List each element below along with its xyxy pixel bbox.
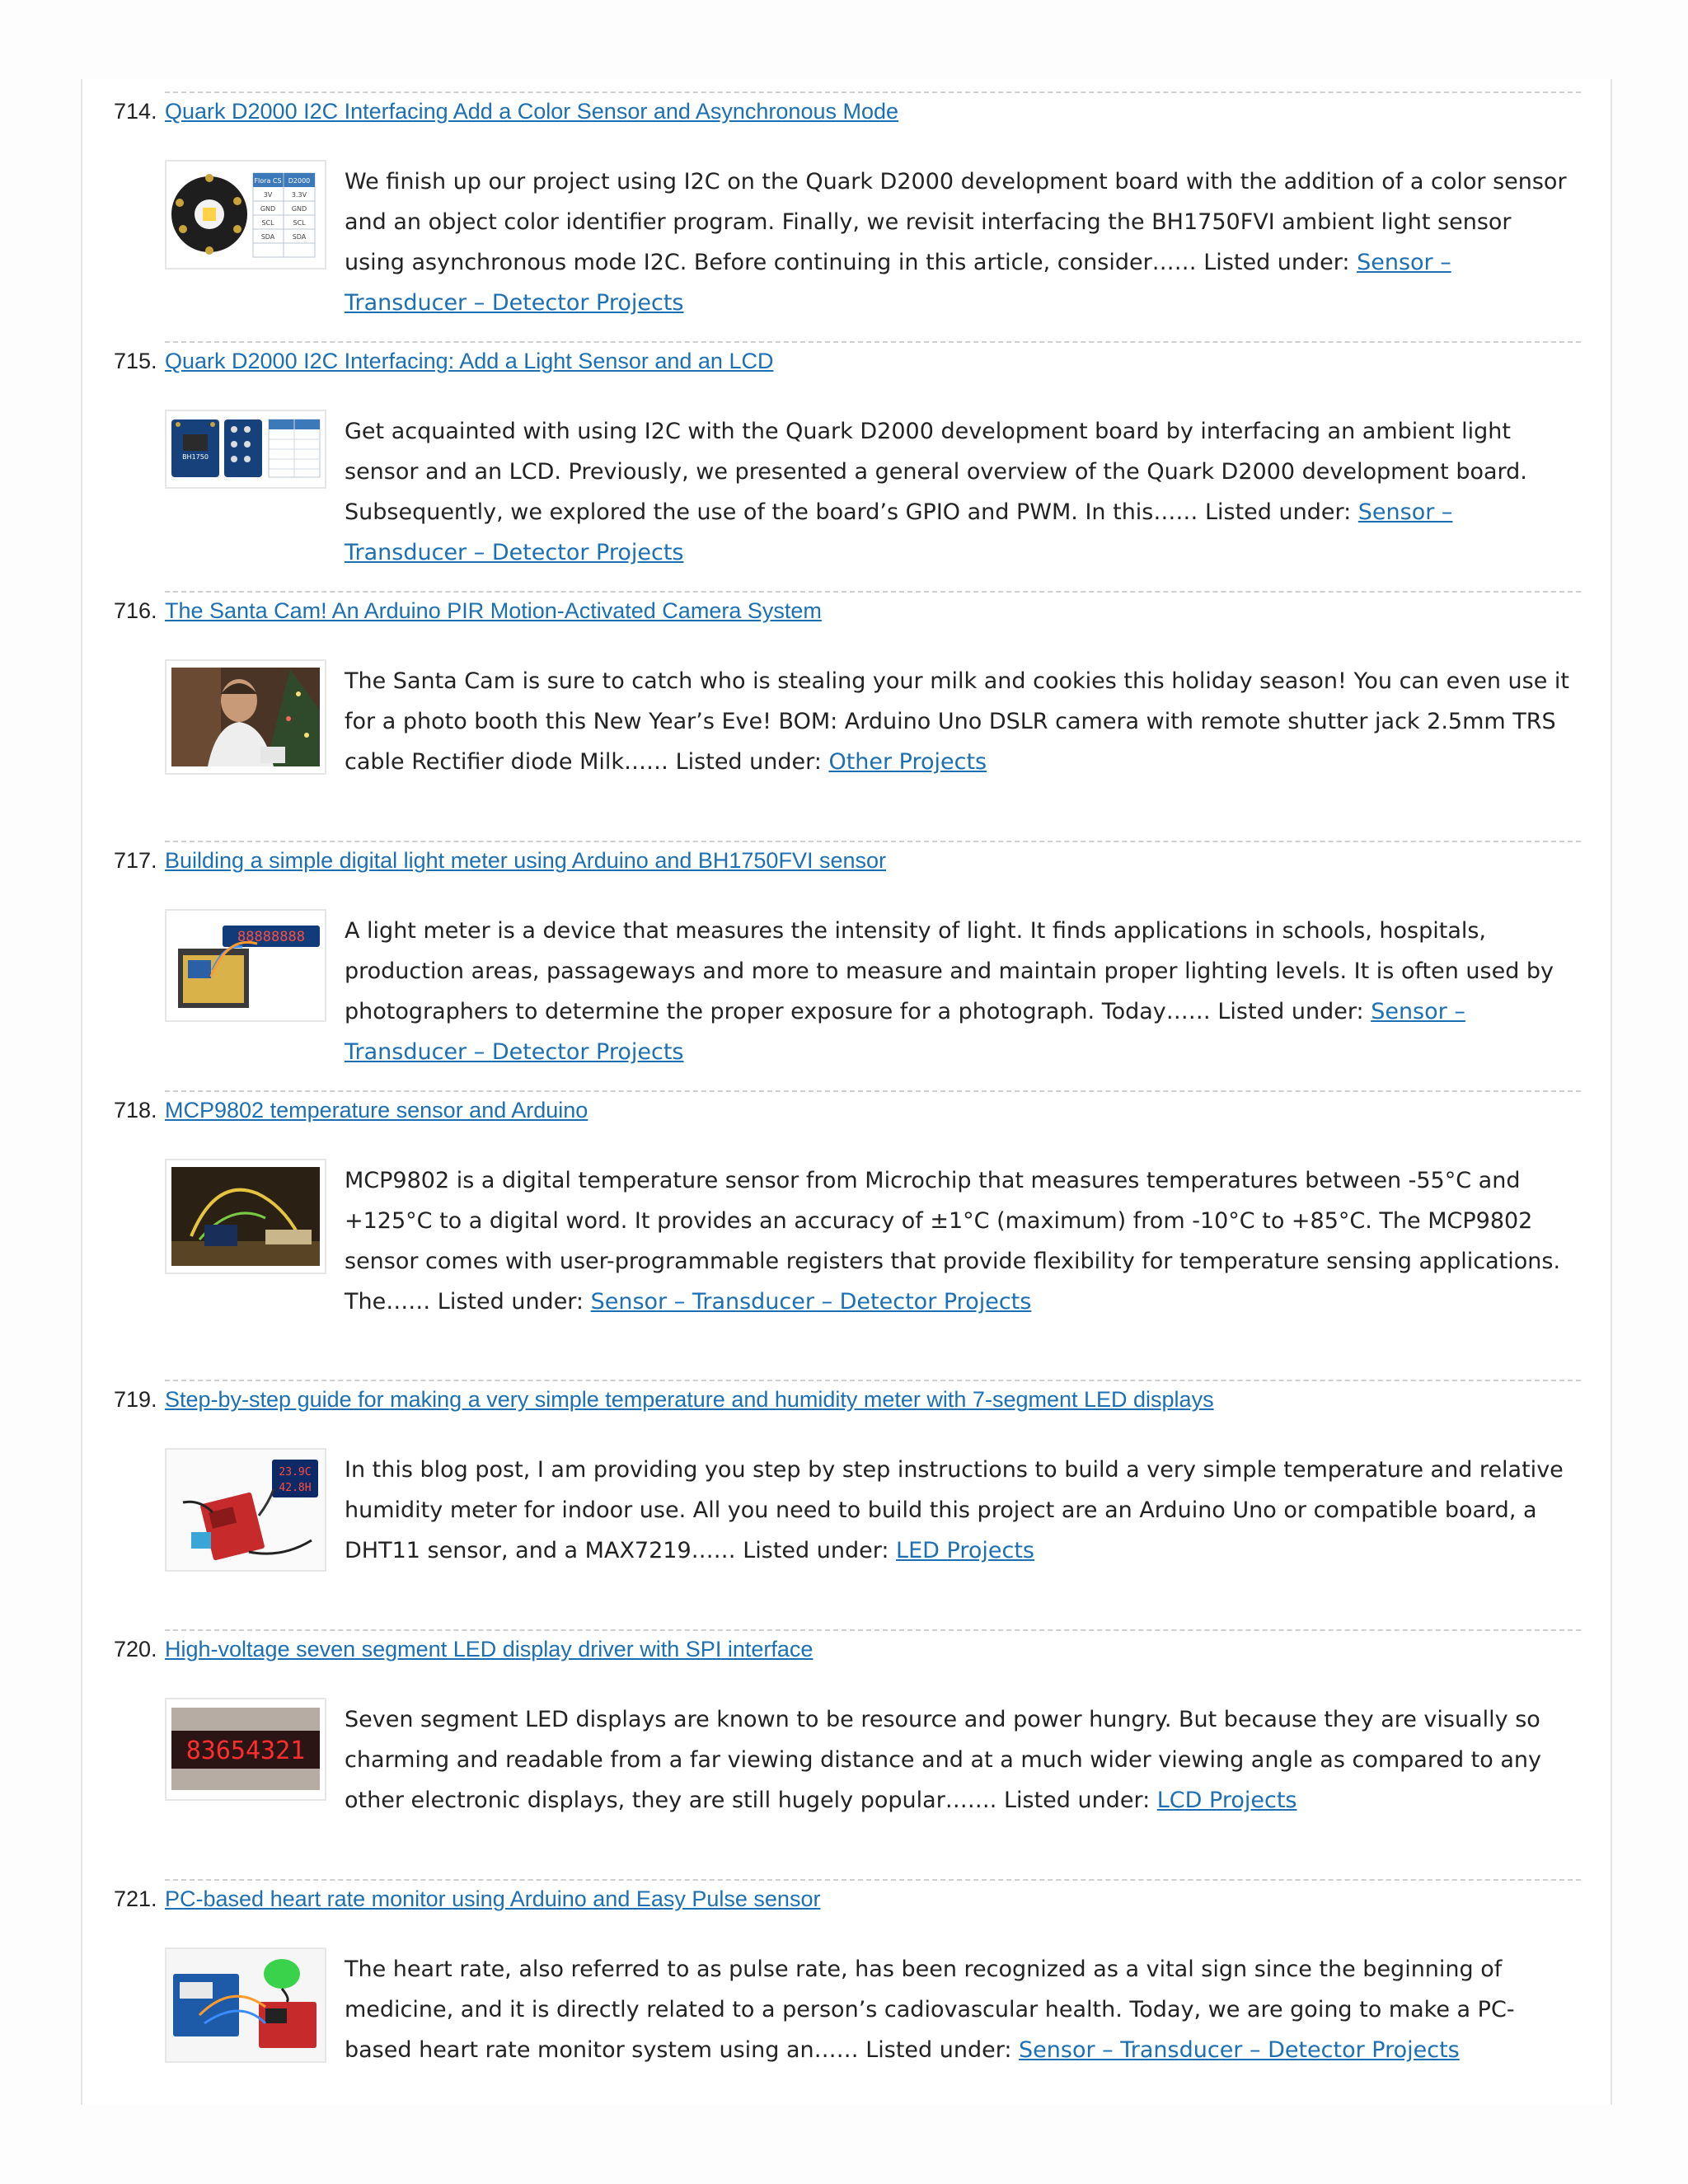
divider [165,1629,1581,1631]
humidity-meter-thumbnail [166,1450,325,1570]
temperature-sensor-photo-thumbnail [166,1160,325,1272]
project-title-link[interactable]: Quark D2000 I2C Interfacing: Add a Light Sensor and an LCD [165,349,774,373]
divider [165,1380,1581,1381]
divider [165,1090,1581,1092]
category-link[interactable]: Sensor – Transducer – Detector Projects [345,999,1465,1065]
list-item [82,1367,1611,1617]
project-title-link[interactable]: PC-based heart rate monitor using Arduino and Easy Pulse sensor [165,1886,821,1911]
svg-text:SCL: SCL [261,219,274,227]
category-link[interactable]: Sensor – Transducer – Detector Projects [590,1289,1032,1315]
svg-text:3V: 3V [263,191,273,199]
project-description [345,1450,1573,1571]
description-text: MCP9802 is a digital temperature sensor from Microchip that measures temperatures between -55°C and +125°C to a digital word. It provides an accuracy of ±1°C (maximum) from -10°C to +85°C. The MCP9802 sensor comes with user-programmable registers that provide flexibility for temperature sensing applications. The…… Listed under: [345,1168,1561,1315]
project-thumbnail[interactable] [165,410,326,489]
color-sensor-board-thumbnail [166,162,325,268]
project-title-link[interactable]: MCP9802 temperature sensor and Arduino [165,1098,588,1122]
description-text: A light meter is a device that measures the intensity of light. It finds applications in schools, hospitals, production areas, passageways and more to measure and maintain proper lighting levels. It is often used by photographers to determine the proper exposure for a photograph. Today…… Listed under: [345,918,1554,1024]
santa-cam-photo-thumbnail [166,661,325,773]
svg-text:SCL: SCL [293,219,306,227]
svg-text:BH1750: BH1750 [182,453,209,461]
divider [165,591,1581,593]
svg-text:GND: GND [260,205,276,213]
description-text: The heart rate, also referred to as pulse rate, has been recognized as a vital sign since the beginning of medicine, and it is directly related to a person’s cadiovascular health. Today, we are going to make a PC-based heart rate monitor system using an…… Listed under: [345,1957,1515,2063]
project-thumbnail[interactable] [165,1947,326,2063]
item-number: 716. [114,598,157,623]
divider [165,341,1581,343]
content-frame [81,79,1612,2105]
project-thumbnail[interactable] [165,659,326,775]
project-thumbnail[interactable] [165,1159,326,1274]
project-title-link[interactable]: The Santa Cam! An Arduino PIR Motion-Activated Camera System [165,598,822,623]
heart-rate-monitor-thumbnail [166,1949,325,2061]
list-item [82,1617,1611,1867]
list-item [82,828,1611,1078]
category-link[interactable]: LCD Projects [1156,1788,1297,1813]
svg-text:Flora CS: Flora CS [254,177,282,185]
category-link[interactable]: Sensor – Transducer – Detector Projects [345,499,1453,565]
project-description [345,1160,1573,1322]
category-link[interactable]: LED Projects [896,1538,1034,1563]
project-thumbnail[interactable] [165,1698,326,1801]
svg-text:3.3V: 3.3V [291,191,307,199]
item-number: 720. [114,1637,157,1661]
description-text: Get acquainted with using I2C with the Quark D2000 development board by interfacing an ambient light sensor and an LCD. Previously, we presented a general overview of the Quark D2000 development board. Subsequently, we explored the use of the board’s GPIO and PWM. In this…… Listed under: [345,419,1527,525]
list-item [82,329,1611,579]
project-title-link[interactable]: Step-by-step guide for making a very simple temperature and humidity meter with 7-segment LED displays [165,1387,1214,1412]
item-number: 721. [114,1886,157,1911]
project-title-link[interactable]: Quark D2000 I2C Interfacing Add a Color Sensor and Asynchronous Mode [165,99,899,124]
svg-text:GND: GND [291,205,307,213]
item-number: 718. [114,1098,157,1122]
category-link[interactable]: Sensor – Transducer – Detector Projects [1019,2037,1460,2063]
divider [165,841,1581,842]
description-text: We finish up our project using I2C on the Quark D2000 development board with the addition of a color sensor and an object color identifier program. Finally, we revisit interfacing the BH1750FVI ambient light sensor using asynchronous mode I2C. Before continuing in this article, consider…… Listed under: [345,169,1567,275]
light-sensor-module-thumbnail [166,411,325,487]
project-description [345,411,1573,573]
project-title-link[interactable]: Building a simple digital light meter using Arduino and BH1750FVI sensor [165,848,886,873]
project-description [345,911,1573,1072]
item-number: 717. [114,848,157,873]
project-description [345,1949,1573,2070]
list-item [82,79,1611,329]
category-link[interactable]: Other Projects [828,749,987,775]
description-text: Seven segment LED displays are known to be resource and power hungry. But because they are visually so charming and readable from a far viewing distance and at a much wider viewing angle as compared to any other electronic displays, they are still hugely popular……. Listed under: [345,1707,1542,1813]
project-description [345,162,1573,323]
project-title-link[interactable]: High-voltage seven segment LED display driver with SPI interface [165,1637,814,1661]
divider [165,1879,1581,1881]
list-item [82,1078,1611,1328]
item-number: 719. [114,1387,157,1412]
svg-text:83654321: 83654321 [185,1736,306,1765]
svg-text:88888888: 88888888 [237,929,305,945]
svg-text:42.8H: 42.8H [279,1482,312,1494]
seven-segment-display-thumbnail [166,1699,325,1799]
item-number: 715. [114,349,157,373]
light-meter-thumbnail [166,911,325,1020]
list-item [82,579,1611,828]
list-item [82,1867,1611,2116]
project-thumbnail[interactable] [165,909,326,1022]
project-thumbnail[interactable] [165,1448,326,1572]
divider [165,91,1581,93]
project-description [345,661,1573,782]
description-text: In this blog post, I am providing you step by step instructions to build a very simple temperature and relative humidity meter for indoor use. All you need to build this project are an Arduino Uno or compatible board, a DHT11 sensor, and a MAX7219…… Listed under: [345,1457,1564,1563]
svg-text:SDA: SDA [292,233,307,241]
description-text: The Santa Cam is sure to catch who is stealing your milk and cookies this holiday season! You can even use it for a photo booth this New Year’s Eve! BOM: Arduino Uno DSLR camera with remote shutter jack 2.5mm TRS cable Rectifier diode Milk…… Listed under: [345,668,1570,775]
project-description [345,1699,1573,1821]
item-number: 714. [114,99,157,124]
project-thumbnail[interactable] [165,160,326,269]
svg-text:23.9C: 23.9C [279,1466,312,1479]
svg-text:SDA: SDA [260,233,275,241]
category-link[interactable]: Sensor – Transducer – Detector Projects [345,250,1451,316]
svg-text:D2000: D2000 [288,177,311,185]
